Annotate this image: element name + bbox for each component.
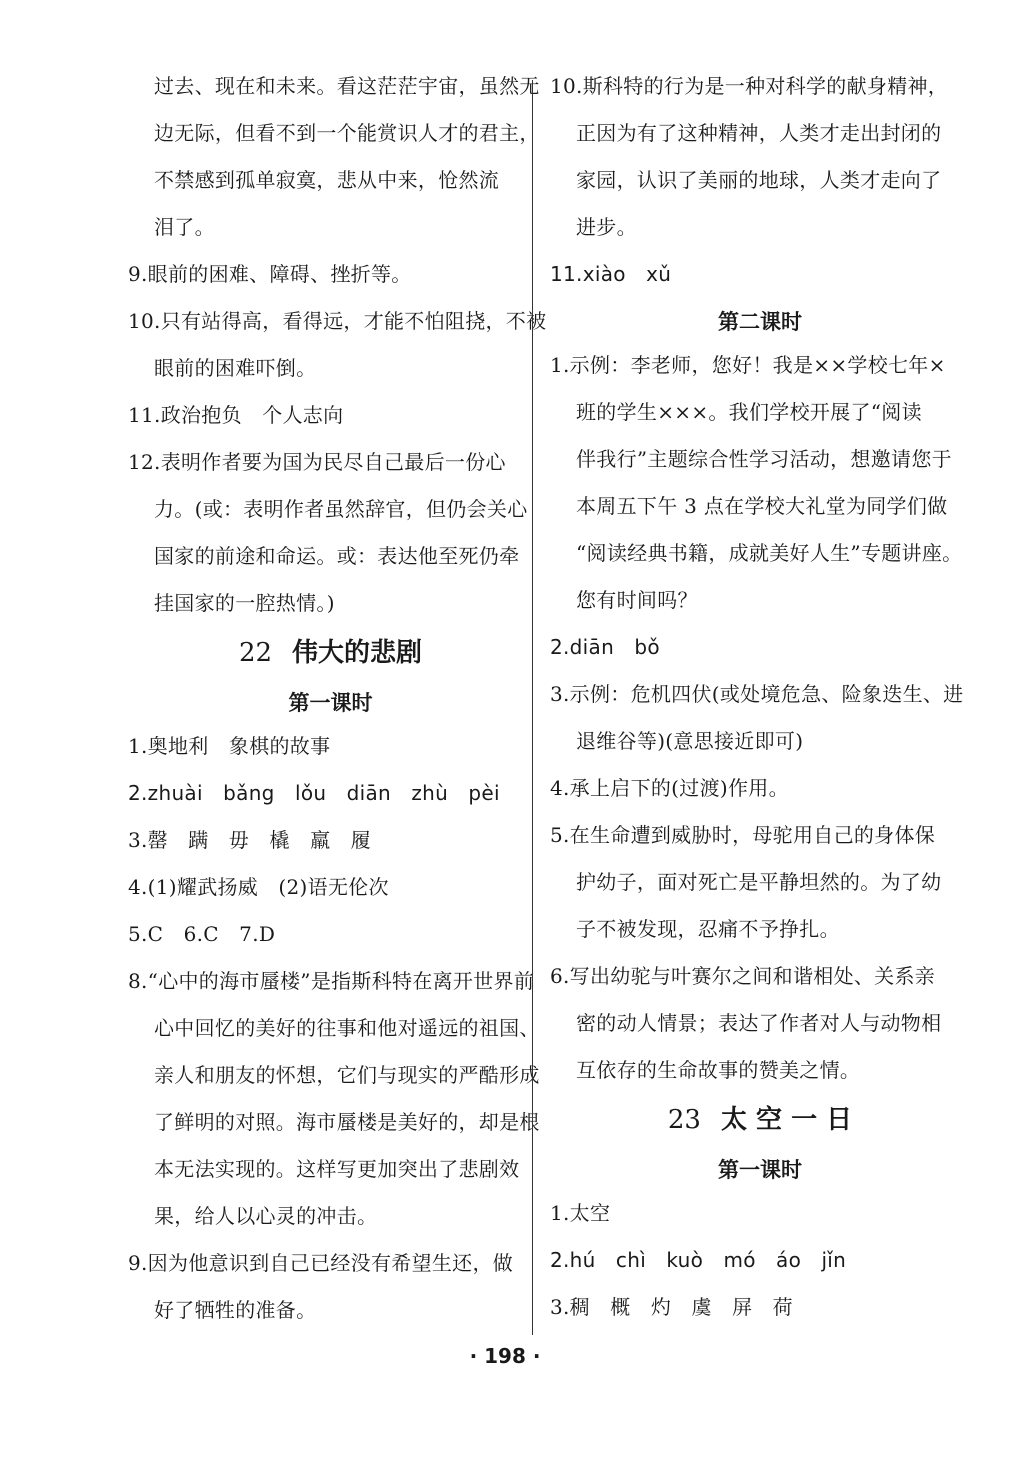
answer-line: 6.写出幼驼与叶赛尔之间和谐相处、关系亲: [550, 964, 936, 988]
answer-line: 9.眼前的困难、障碍、挫折等。: [128, 262, 412, 286]
answer-line: 密的动人情景；表达了作者对人与动物相: [576, 1011, 942, 1035]
answer-line: 挂国家的一腔热情。): [154, 591, 335, 615]
answer-line: 4.承上启下的(过渡)作用。: [550, 776, 789, 800]
answer-line: 10.斯科特的行为是一种对科学的献身精神，: [550, 74, 949, 98]
answer-line: 12.表明作者要为国为民尽自己最后一份心: [128, 450, 506, 474]
answer-line: 国家的前途和命运。或：表达他至死仍牵: [154, 544, 520, 568]
lesson-number: 22: [238, 638, 273, 668]
answer-line: 11.政治抱负 个人志向: [128, 403, 344, 427]
answer-line: 正因为有了这种精神，人类才走出封闭的: [576, 121, 942, 145]
answer-line: 10.只有站得高，看得远，才能不怕阻挠，不被: [128, 309, 547, 333]
answer-line: 5.在生命遭到威胁时，母驼用自己的身体保: [550, 823, 936, 847]
answer-line: 2.diān bǒ: [550, 635, 660, 659]
answer-line: 3.示例：危机四伏(或处境危急、险象迭生、进: [550, 682, 964, 706]
answer-line: 您有时间吗？: [576, 588, 698, 612]
right-column: [550, 72, 970, 1340]
lesson-title-text: 太 空 一 日: [720, 1105, 853, 1135]
left-column: [128, 72, 547, 1343]
lesson-title-text: 伟大的悲剧: [292, 638, 423, 668]
answer-line: 1.太空: [550, 1201, 611, 1225]
page-number: · 198 ·: [469, 1344, 541, 1368]
answer-line: 2.zhuài bǎng lǒu diān zhù pèi: [128, 781, 500, 805]
answer-line: 伴我行”主题综合性学习活动，想邀请您于: [576, 447, 952, 471]
answer-line: 2.hú chì kuò mó áo jǐn: [550, 1248, 847, 1272]
answer-line: 1.示例：李老师，您好！我是××学校七年×: [550, 353, 946, 377]
column-divider: [532, 80, 533, 1335]
answer-line: 本周五下午 3 点在学校大礼堂为同学们做: [576, 494, 948, 518]
answer-line: 进步。: [576, 215, 637, 239]
answer-line: 好了牺牲的准备。: [154, 1298, 317, 1322]
answer-line: 眼前的困难吓倒。: [154, 356, 317, 380]
answer-line: 11.xiào xǔ: [550, 262, 672, 286]
answer-line: “阅读经典书籍，成就美好人生”专题讲座。: [576, 541, 963, 565]
answer-line: 本无法实现的。这样写更加突出了悲剧效: [154, 1157, 520, 1181]
section-heading: 第一课时: [718, 1158, 802, 1182]
answer-line: 家园，认识了美丽的地球，人类才走向了: [576, 168, 942, 192]
answer-line: 果，给人以心灵的冲击。: [154, 1204, 378, 1228]
answer-line: 1.奥地利 象棋的故事: [128, 734, 331, 758]
answer-line: 心中回忆的美好的往事和他对遥远的祖国、: [154, 1016, 540, 1040]
answer-line: 护幼子，面对死亡是平静坦然的。为了幼: [576, 870, 942, 894]
lesson-title: [128, 636, 533, 670]
answer-line: 了鲜明的对照。海市蜃楼是美好的，却是根: [154, 1110, 540, 1134]
section-heading: 第二课时: [718, 310, 802, 334]
answer-line: 泪了。: [154, 215, 215, 239]
answer-line: 8.“心中的海市蜃楼”是指斯科特在离开世界前: [128, 969, 535, 993]
answer-line: 5.C 6.C 7.D: [128, 922, 276, 946]
section-heading: 第一课时: [288, 691, 373, 715]
answer-line: 不禁感到孤单寂寞，悲从中来，怆然流: [154, 168, 500, 192]
answer-line: 亲人和朋友的怀想，它们与现实的严酷形成: [154, 1063, 540, 1087]
answer-line: 互依存的生命故事的赞美之情。: [576, 1058, 861, 1082]
answer-line: 子不被发现，忍痛不予挣扎。: [576, 917, 840, 941]
lesson-number: 23: [667, 1105, 701, 1135]
answer-line: 班的学生×××。我们学校开展了“阅读: [576, 400, 922, 424]
answer-line: 退维谷等)(意思接近即可): [576, 729, 804, 753]
answer-line: 3.罄 蹒 毋 橇 羸 履: [128, 828, 371, 852]
lesson-title: [550, 1103, 970, 1137]
answer-line: 力。(或：表明作者虽然辞官，但仍会关心: [154, 497, 528, 521]
answer-line: 过去、现在和未来。看这茫茫宇宙，虽然无: [154, 74, 540, 98]
answer-line: 9.因为他意识到自己已经没有希望生还，做: [128, 1251, 514, 1275]
answer-line: 3.稠 概 灼 虞 屏 荷: [550, 1295, 793, 1319]
answer-line: 边无际，但看不到一个能赏识人才的君主，: [154, 121, 540, 145]
answer-line: 4.(1)耀武扬威 (2)语无伦次: [128, 875, 389, 899]
